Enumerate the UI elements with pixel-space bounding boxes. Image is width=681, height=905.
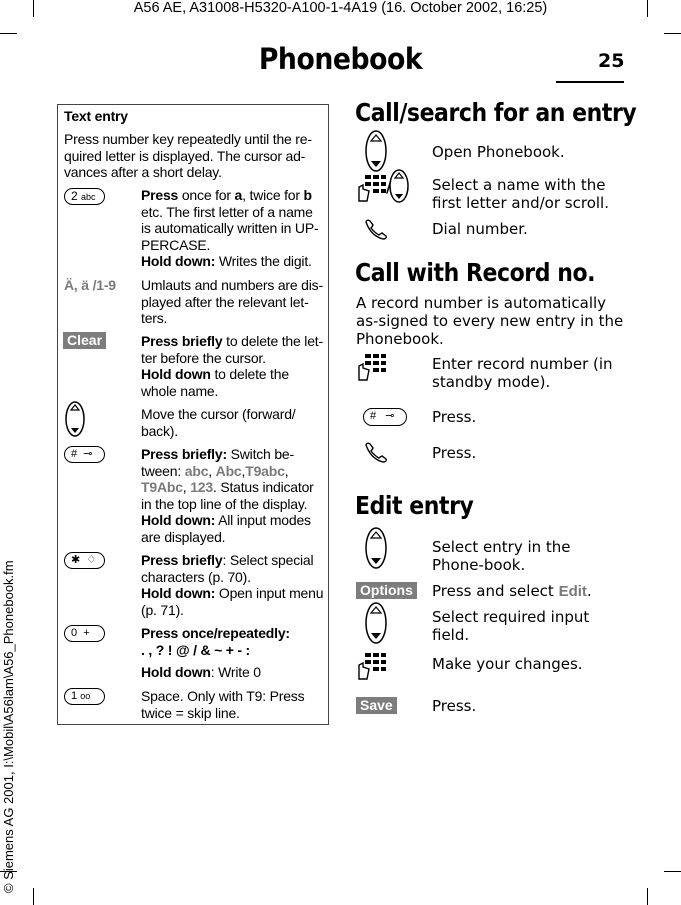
zero-key-icon: 0 + [64, 625, 105, 642]
hash-key-icon: # ⊸ [363, 408, 407, 426]
call-search-row-open: Open Phonebook. [432, 143, 565, 161]
record-no-row-press-hash: Press. [432, 408, 477, 426]
call-key-icon [363, 218, 389, 240]
record-no-intro: A record number is automatically as-signed to every new entry in the Phonebook. [356, 294, 624, 348]
text-entry-row-clear: Press briefly to delete the let-ter before the cursor. Hold down to delete the whole name. [141, 333, 323, 399]
slash-separator: / [386, 178, 392, 196]
crop-mark [33, 888, 34, 905]
edit-entry-heading: Edit entry [355, 491, 474, 520]
edit-entry-row-select: Select entry in the Phone-book. [432, 538, 571, 574]
crop-mark [664, 33, 681, 34]
record-no-row-enter: Enter record number (in standby mode). [432, 355, 613, 391]
call-key-icon [363, 441, 389, 463]
navigation-key-icon [363, 526, 389, 570]
navigation-key-icon [363, 129, 389, 173]
text-entry-row-2abc: Press once for a, twice for b etc. The first letter of a name is automatically written in UP-PERCASE. Hold down: Writes the digit. [141, 187, 319, 270]
save-softkey: Save [356, 697, 397, 715]
call-search-heading: Call/search for an entry [355, 98, 637, 127]
text-entry-row-star: Press briefly: Select special characters (p. 70). Hold down: Open input menu (p. 71). [141, 552, 324, 618]
text-entry-row-cursor: Move the cursor (forward/ back). [141, 406, 296, 439]
record-no-heading: Call with Record no. [355, 258, 596, 287]
edit-entry-row-save: Press. [432, 697, 477, 715]
key-2-icon: 2 abc [64, 188, 105, 205]
navigation-key-icon [363, 601, 389, 645]
text-entry-row-umlaut: Umlauts and numbers are dis-played after the relevant let-ters. [141, 277, 323, 327]
call-search-row-dial: Dial number. [432, 220, 528, 238]
page-title: Phonebook [258, 42, 423, 76]
crop-mark [647, 888, 648, 905]
text-entry-row-one: Space. Only with T9: Press twice = skip line. [141, 688, 305, 721]
clear-softkey: Clear [63, 332, 106, 350]
text-entry-intro: Press number key repeatedly until the re-quired letter is displayed. The cursor ad-vances after a short delay. [64, 131, 312, 181]
one-key-icon: 1 oo [64, 688, 105, 705]
title-rule [556, 81, 624, 83]
text-entry-heading: Text entry [64, 108, 128, 124]
running-head: A56 AE, A31008-H5320-A100-1-4A19 (16. October 2002, 16:25) [133, 0, 548, 16]
umlaut-key-label: Ä, ä /1-9 [64, 277, 116, 293]
call-search-row-select: Select a name with the first letter and/or scroll. [432, 176, 609, 212]
keypad-icon [357, 651, 387, 681]
navigation-key-icon [64, 400, 86, 438]
text-entry-row-zero: Press once/repeatedly: . , ? ! @ / & ~ + - : Hold down: Write 0 [141, 625, 290, 681]
keypad-icon [357, 173, 387, 203]
side-copyright-text: © Siemens AG 2001, I:\Mobil\A56lam\A56_Phonebook.fm [1, 560, 16, 893]
crop-mark [664, 871, 681, 872]
star-key-icon: ✱ ♢ [64, 552, 105, 569]
record-no-row-press-call: Press. [432, 444, 477, 462]
page-number: 25 [598, 50, 625, 72]
edit-entry-row-field: Select required input field. [432, 608, 590, 644]
options-softkey: Options [356, 582, 417, 600]
crop-mark [0, 33, 17, 34]
edit-entry-row-options: Press and select Edit. [432, 582, 592, 600]
edit-entry-row-changes: Make your changes. [432, 655, 583, 673]
navigation-key-icon [387, 168, 411, 204]
hash-key-icon: # ⊸ [64, 446, 105, 463]
text-entry-row-hash: Press briefly: Switch be-tween: abc, Abc,T9abc, T9Abc, 123. Status indicator in the top line of the display. Hold down: All input modes are displayed. [141, 446, 314, 545]
keypad-icon [357, 352, 387, 382]
